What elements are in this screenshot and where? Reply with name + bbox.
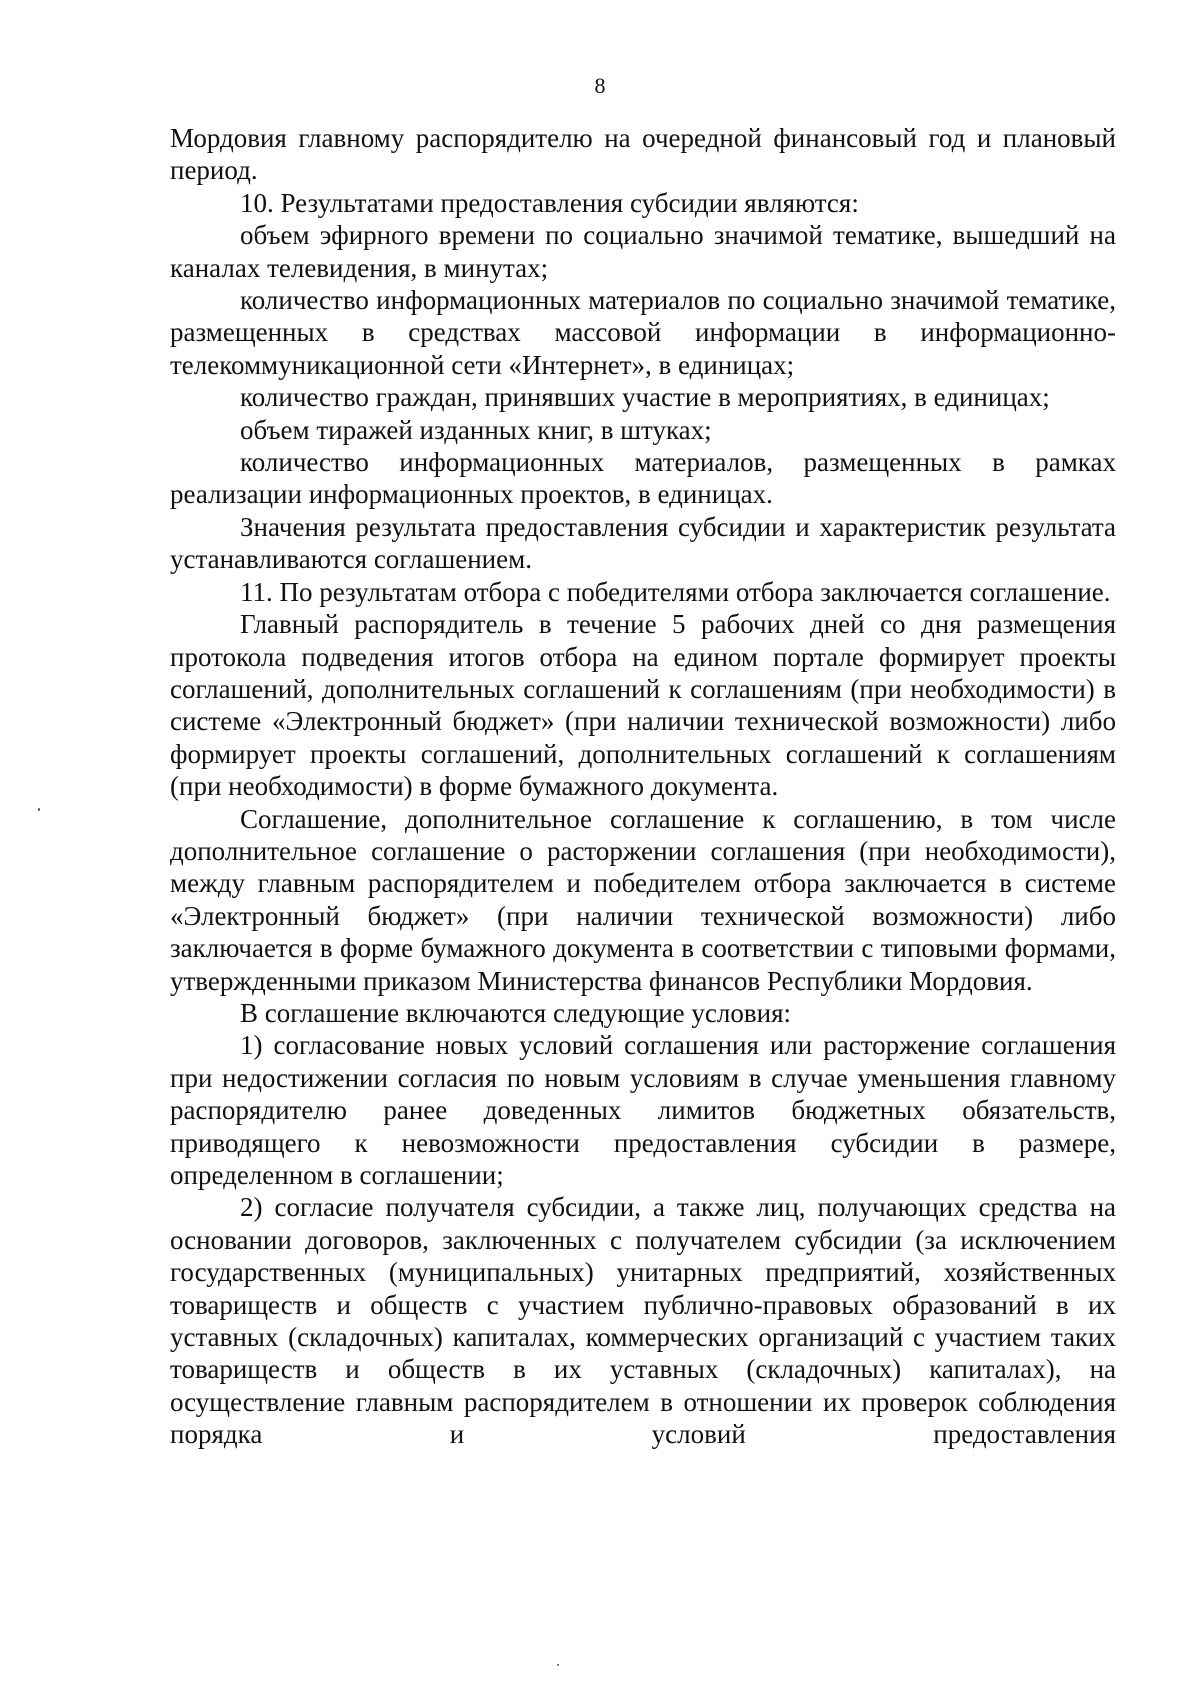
paragraph-result-airtime: объем эфирного времени по социально значимой тематике, вышедший на каналах телевидения, в минутах; — [170, 220, 1116, 283]
paragraph-item-10: 10. Результатами предоставления субсидии являются: — [240, 187, 859, 218]
paragraph-continuation: Мордовия главному распорядителю на очередной финансовый год и плановый период. — [170, 123, 1116, 186]
document-body — [170, 122, 1116, 1451]
paragraph-result-values: Значения результата предоставления субсидии и характеристик результата устанавливаются соглашением. — [170, 511, 1116, 575]
paragraph-result-projects: количество информационных материалов, размещенных в рамках реализации информационных проектов, в единицах. — [170, 447, 1116, 510]
paragraph-agreement-conclusion: Соглашение, дополнительное соглашение к соглашению, в том числе дополнительное соглашение о расторжении соглашения (при необходимости), между главным распорядителем и победителем отбора заключается в системе «Электронный бюджет» (при наличии технической возможности) либо заключается в форме бумажного документа в соответствии с типовыми формами, утвержденными приказом Министерства финансов Республики Мордовия. — [170, 803, 1116, 996]
paragraph-condition-1: 1) согласование новых условий соглашения или расторжение соглашения при недостижении согласия по новым условиям в случае уменьшения главному распорядителю ранее доведенных лимитов бюджетных обязательств, приводящего к невозможности предоставления субсидии в размере, определенном в соглашении; — [170, 1030, 1116, 1190]
scan-speck — [38, 808, 40, 811]
paragraph-item-11: 11. По результатам отбора с победителями отбора заключается соглашение. — [240, 576, 1111, 607]
paragraph-result-books: объем тиражей изданных книг, в штуках; — [240, 414, 712, 445]
paragraph-condition-2: 2) согласие получателя субсидии, а также лиц, получающих средства на основании договоров, заключенных с получателем субсидии (за исключением государственных (муниципальных) унитарных предприятий, хозяйственных товариществ и обществ с участием публично-правовых образований в их уставных (складочных) капиталах, коммерческих организаций с участием таких товариществ и обществ в их уставных (складочных) капиталах), на осуществление главным распорядителем в отношении их проверок соблюдения порядка и условий предоставления — [170, 1192, 1116, 1450]
paragraph-result-materials-internet: количество информационных материалов по социально значимой тематике, размещенных в средствах массовой информации в информационно-телекоммуникационной сети «Интернет», в единицах; — [170, 285, 1116, 380]
paragraph-result-citizens: количество граждан, принявших участие в мероприятиях, в единицах; — [240, 382, 1050, 413]
page-number: 8 — [594, 73, 606, 98]
paragraph-conditions-intro: В соглашение включаются следующие условия: — [240, 997, 791, 1028]
paragraph-draft-agreements: Главный распорядитель в течение 5 рабочих дней со дня размещения протокола подведения итогов отбора на едином портале формирует проекты соглашений, дополнительных соглашений к соглашениям (при необходимости) в системе «Электронный бюджет» (при наличии технической возможности) либо формирует проекты соглашений, дополнительных соглашений к соглашениям (при необходимости) в форме бумажного документа. — [170, 609, 1116, 802]
scan-speck — [557, 1664, 559, 1666]
